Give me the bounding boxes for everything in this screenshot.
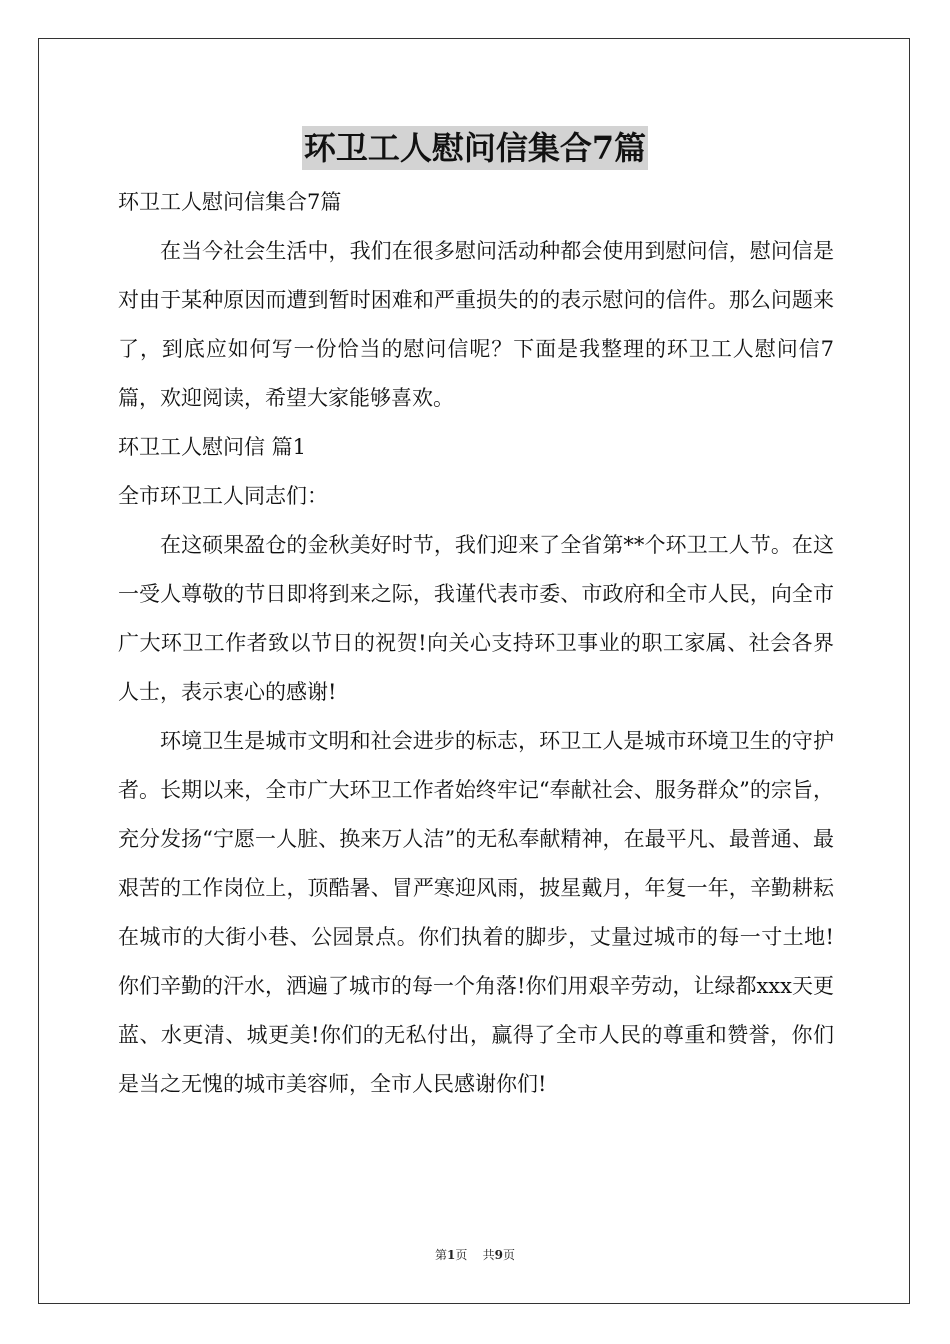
section-heading: 环卫工人慰问信 篇1: [118, 435, 307, 459]
footer-page-prefix: 第: [434, 1248, 447, 1262]
body-paragraph-1: 在这硕果盈仓的金秋美好时节，我们迎来了全省第**个环卫工人节。在这一受人尊敬的节日即将到来之际，我谨代表市委、市政府和全市人民，向全市广大环卫工作者致以节日的祝贺!向关心支持环卫事业的职工家属、社会各界人士，表示衷心的感谢!: [118, 533, 834, 704]
document-body: [118, 178, 834, 1109]
footer-page-total: 9: [494, 1248, 503, 1262]
salutation: 全市环卫工人同志们：: [118, 484, 328, 508]
body-paragraph-2: 环境卫生是城市文明和社会进步的标志，环卫工人是城市环境卫生的守护者。长期以来，全市广大环卫工作者始终牢记“奉献社会、服务群众”的宗旨，充分发扬“宁愿一人脏、换来万人洁”的无私奉献精神，在最平凡、最普通、最艰苦的工作岗位上，顶酷暑、冒严寒迎风雨，披星戴月，年复一年，辛勤耕耘在城市的大街小巷、公园景点。你们执着的脚步，丈量过城市的每一寸土地!你们辛勤的汗水，洒遍了城市的每一个角落!你们用艰辛劳动，让绿都xxx天更蓝、水更清、城更美!你们的无私付出，赢得了全市人民的尊重和赞誉，你们是当之无愧的城市美容师，全市人民感谢你们!: [118, 729, 834, 1096]
document-subtitle: 环卫工人慰问信集合7篇: [118, 190, 342, 214]
footer-page-current: 1: [446, 1248, 456, 1262]
footer-total-prefix: 共: [482, 1248, 495, 1262]
intro-paragraph: 在当今社会生活中，我们在很多慰问活动种都会使用到慰问信，慰问信是对由于某种原因而遭到暂时困难和严重损失的的表示慰问的信件。那么问题来了，到底应如何写一份恰当的慰问信呢？下面是我整理的环卫工人慰问信7篇，欢迎阅读，希望大家能够喜欢。: [118, 239, 834, 410]
footer-page-suffix: 页: [455, 1248, 468, 1262]
document-title: 环卫工人慰问信集合7篇: [302, 126, 648, 170]
footer-total-suffix: 页: [503, 1248, 516, 1262]
page-footer: [0, 1247, 950, 1263]
title-area: [0, 126, 950, 170]
